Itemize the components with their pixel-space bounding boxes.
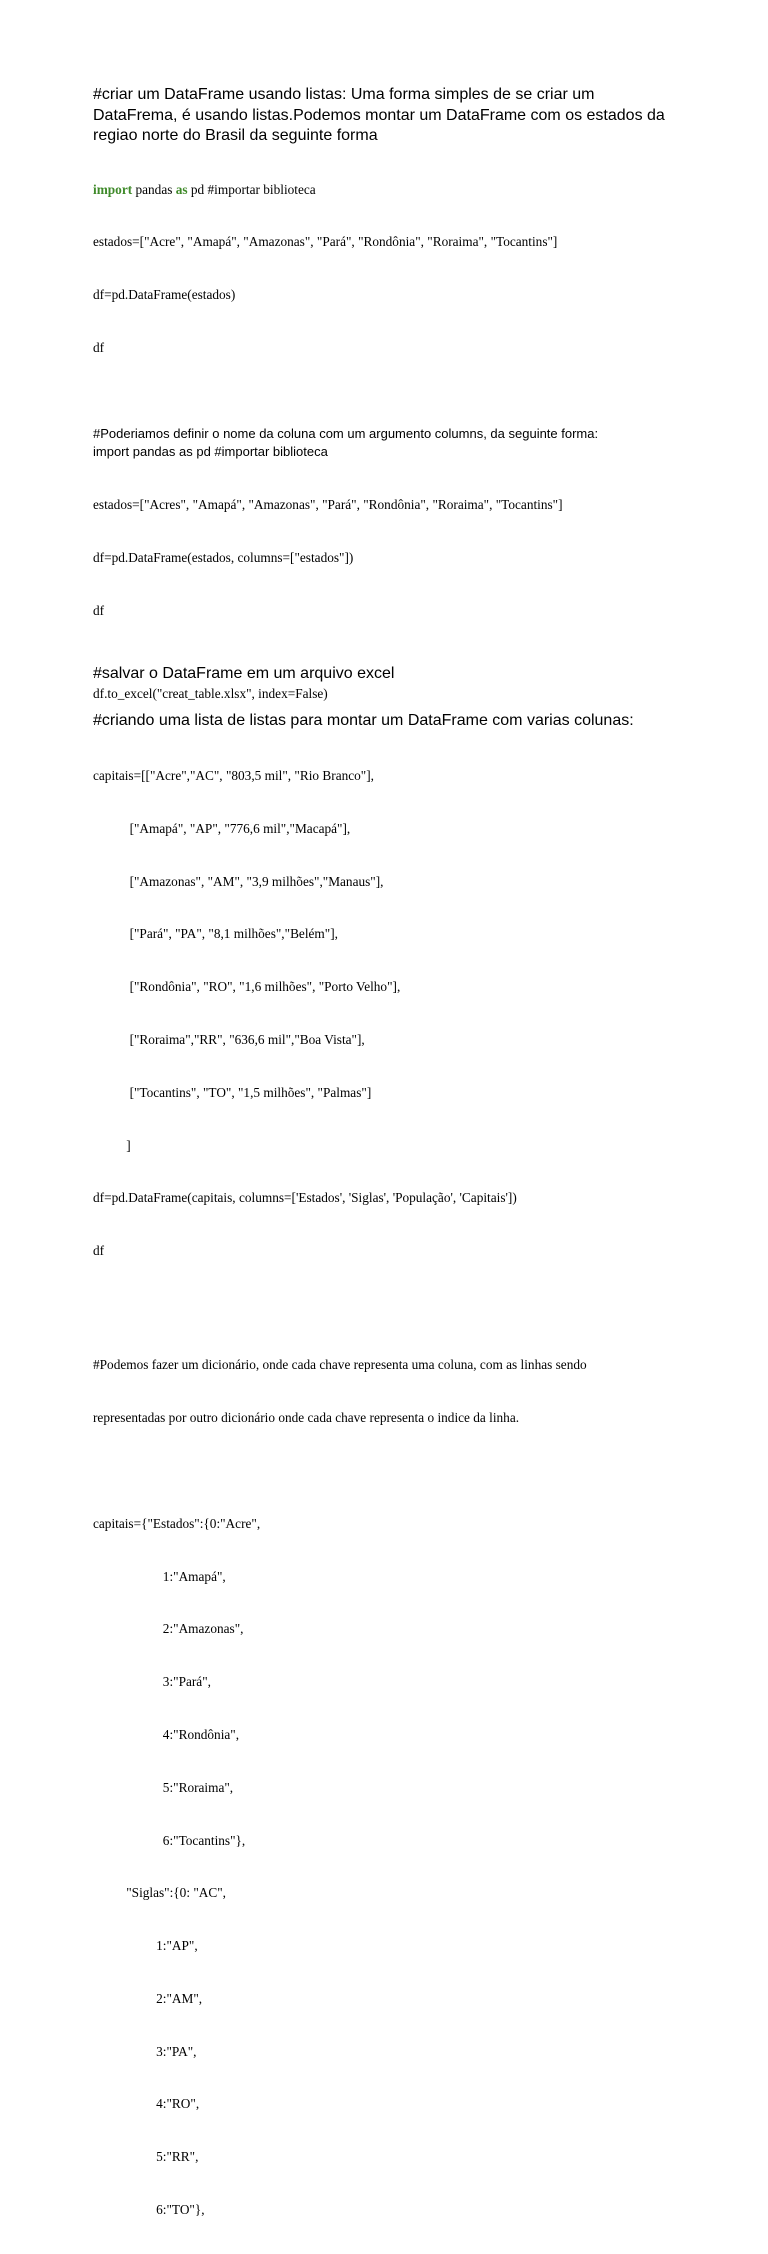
code-line: df bbox=[93, 602, 105, 618]
section-list-of-lists bbox=[93, 711, 733, 1295]
code-line: "Siglas":{0: "AC", bbox=[93, 1885, 227, 1901]
code-block bbox=[93, 146, 733, 392]
code-line: 6:"TO"}, bbox=[93, 2202, 205, 2218]
paragraph bbox=[93, 1321, 733, 1462]
code-block bbox=[93, 461, 733, 655]
heading-line: regiao norte do Brasil da seguinte forma bbox=[93, 127, 378, 144]
code-line: 6:"Tocantins"}, bbox=[93, 1832, 246, 1848]
code-line: df=pd.DataFrame(estados, columns=["estados"]) bbox=[93, 549, 354, 565]
code-line: df bbox=[93, 1243, 105, 1259]
code-line: capitais={"Estados":{0:"Acre", bbox=[93, 1515, 261, 1531]
code-line: 2:"AM", bbox=[93, 1990, 203, 2006]
import-keyword: import bbox=[93, 181, 133, 197]
code-line: 4:"RO", bbox=[93, 2096, 200, 2112]
code-line: df=pd.DataFrame(capitais, columns=['Estados', 'Siglas', 'População', 'Capitais']) bbox=[93, 1190, 517, 1206]
heading-line: DataFrema, é usando listas.Podemos montar um DataFrame com os estados da bbox=[93, 106, 665, 124]
document-page bbox=[93, 85, 733, 2254]
code-line: 5:"Roraima", bbox=[93, 1779, 234, 1795]
code-line: ["Pará", "PA", "8,1 milhões","Belém"], bbox=[93, 926, 338, 942]
code-line: 3:"Pará", bbox=[93, 1674, 211, 1690]
code-line: 1:"Amapá", bbox=[93, 1568, 226, 1584]
paragraph-line: #Podemos fazer um dicionário, onde cada chave representa uma coluna, com as linhas sendo bbox=[93, 1357, 587, 1373]
code-line: estados=["Acres", "Amapá", "Amazonas", "Pará", "Rondônia", "Roraima", "Tocantins"] bbox=[93, 497, 563, 512]
code-line: 3:"PA", bbox=[93, 2043, 197, 2059]
section-dictionary bbox=[93, 1321, 733, 2254]
code-line: ["Roraima","RR", "636,6 mil","Boa Vista"], bbox=[93, 1032, 365, 1048]
code-text: pandas bbox=[132, 181, 176, 197]
section-heading bbox=[93, 85, 733, 147]
heading-line: #criar um DataFrame usando listas: Uma forma simples de se criar um bbox=[93, 86, 595, 103]
code-line: 4:"Rondônia", bbox=[93, 1727, 240, 1742]
code-block bbox=[93, 732, 733, 1295]
code-line: estados=["Acre", "Amapá", "Amazonas", "Pará", "Rondônia", "Roraima", "Tocantins"] bbox=[93, 234, 558, 250]
code-line: capitais=[["Acre","AC", "803,5 mil", "Rio Branco"], bbox=[93, 768, 374, 784]
section-heading: #Poderiamos definir o nome da coluna com um argumento columns, da seguinte forma: bbox=[93, 425, 599, 441]
section-save-excel bbox=[93, 664, 733, 702]
code-line: ["Amazonas", "AM", "3,9 milhões","Manaus"], bbox=[93, 873, 384, 889]
code-line: ["Tocantins", "TO", "1,5 milhões", "Palmas"] bbox=[93, 1084, 372, 1100]
code-line: ["Amapá", "AP", "776,6 mil","Macapá"], bbox=[93, 820, 351, 836]
code-block bbox=[93, 1480, 733, 2254]
code-line: 1:"AP", bbox=[93, 1938, 198, 1954]
section-heading: #criando uma lista de listas para montar um DataFrame com varias colunas: bbox=[93, 712, 634, 730]
section-create-dataframe-lists bbox=[93, 85, 733, 392]
code-line: 2:"Amazonas", bbox=[93, 1621, 244, 1637]
code-text: pd #importar biblioteca bbox=[187, 181, 316, 197]
code-line: import pandas as pd #importar biblioteca bbox=[93, 443, 328, 459]
section-columns-argument bbox=[93, 425, 733, 655]
section-heading: #salvar o DataFrame em um arquivo excel bbox=[93, 665, 395, 683]
code-line: df.to_excel("creat_table.xlsx", index=False) bbox=[93, 685, 328, 701]
code-line: ["Rondônia", "RO", "1,6 milhões", "Porto Velho"], bbox=[93, 979, 401, 995]
code-line-import bbox=[93, 181, 733, 199]
code-line: 5:"RR", bbox=[93, 2149, 199, 2165]
paragraph-line: representadas por outro dicionário onde cada chave representa o indice da linha. bbox=[93, 1409, 520, 1425]
code-line: df bbox=[93, 340, 105, 356]
as-keyword: as bbox=[175, 181, 188, 197]
code-line: df=pd.DataFrame(estados) bbox=[93, 287, 236, 303]
code-line: ] bbox=[93, 1137, 131, 1153]
